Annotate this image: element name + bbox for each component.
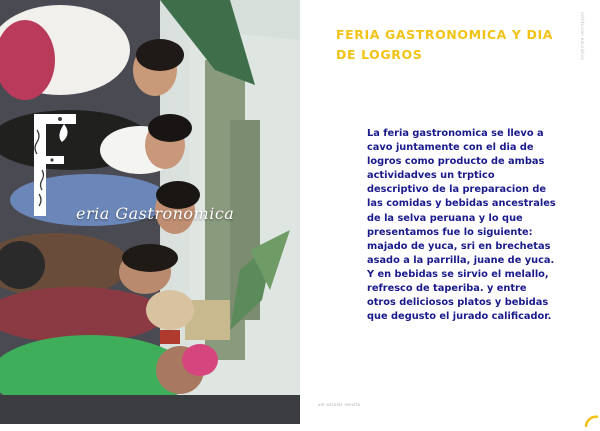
photo-caption: eria Gastronomica bbox=[76, 204, 235, 223]
corner-decoration bbox=[584, 412, 600, 424]
left-page bbox=[0, 0, 300, 424]
article-title: FERIA GASTRONOMICA Y DIA DE LOGROS bbox=[336, 27, 553, 62]
right-page bbox=[300, 0, 600, 424]
vertical-page-note: institucion educativa bbox=[580, 12, 585, 61]
article-body: La feria gastronomica se llevo a cavo juntamente con el dia de logros como producto de ambas actividadves un trptico descriptivo de la preparacion de las comidas y bebidas ancestrales de la selva peruana y lo que presentamos fue lo siguiente: majado de yuca, sri en brechetas asado a la parrilla, juane de yuca. Y en bebidas se sirvio el melallo, refresco de taperiba. y entre otros deliciosos platos y bebidas que degusto el jurado calificador. bbox=[367, 128, 556, 323]
decorative-initial-f bbox=[30, 110, 80, 220]
footer-note: vol escolar revista bbox=[318, 402, 361, 407]
